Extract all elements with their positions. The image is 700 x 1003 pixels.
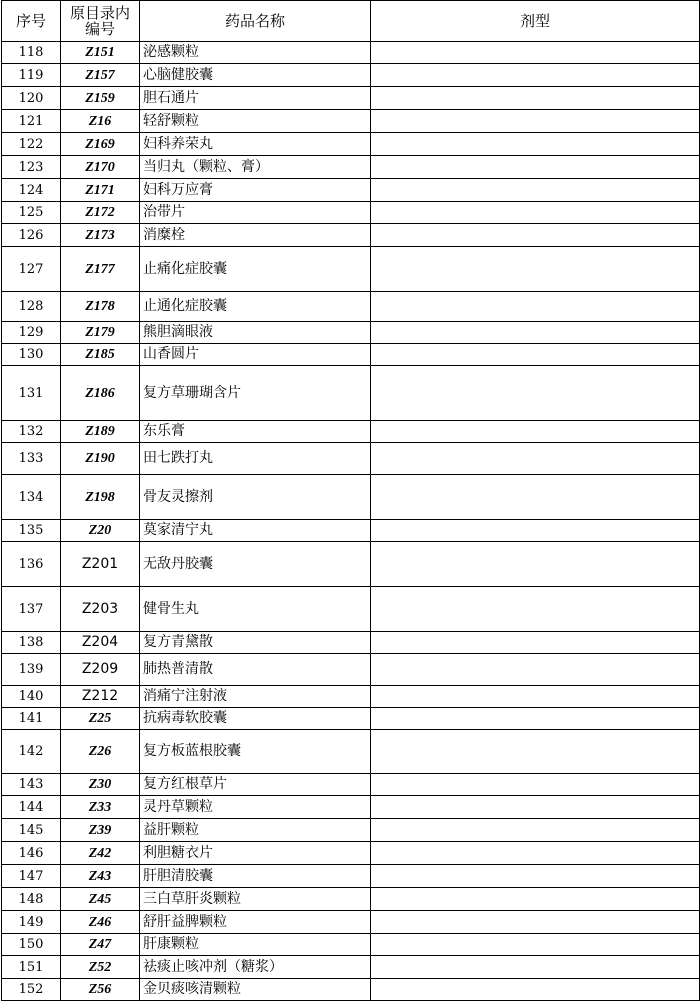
code-cell: Z47 (61, 934, 140, 956)
code-cell: Z170 (61, 156, 140, 179)
table-row (2, 708, 700, 730)
seq-cell: 119 (2, 64, 61, 87)
name-cell: 利胆糖衣片 (140, 842, 371, 865)
table-row (2, 421, 700, 443)
seq-cell: 146 (2, 842, 61, 865)
type-cell (371, 911, 700, 934)
seq-cell: 124 (2, 179, 61, 202)
name-cell: 当归丸（颗粒、膏） (140, 156, 371, 179)
seq-cell: 140 (2, 686, 61, 708)
seq-cell: 118 (2, 42, 61, 64)
type-cell (371, 979, 700, 1001)
seq-cell: 136 (2, 542, 61, 587)
type-cell (371, 956, 700, 979)
code-cell: Z159 (61, 87, 140, 110)
code-cell: Z171 (61, 179, 140, 202)
code-cell: Z46 (61, 911, 140, 934)
code-cell: Z26 (61, 730, 140, 774)
header-code-text: 原目录内编号 (69, 4, 130, 38)
name-cell: 健骨生丸 (140, 587, 371, 632)
name-cell: 熊胆滴眼液 (140, 322, 371, 344)
code-cell: Z203 (61, 587, 140, 632)
table-row (2, 133, 700, 156)
name-cell: 三白草肝炎颗粒 (140, 888, 371, 911)
name-cell: 骨友灵擦剂 (140, 475, 371, 520)
code-cell: Z189 (61, 421, 140, 443)
code-cell: Z151 (61, 42, 140, 64)
name-cell: 心脑健胶囊 (140, 64, 371, 87)
type-cell (371, 292, 700, 322)
name-cell: 肺热普清散 (140, 654, 371, 686)
table-row (2, 366, 700, 421)
code-cell: Z25 (61, 708, 140, 730)
name-cell: 益肝颗粒 (140, 819, 371, 842)
header-row (2, 1, 700, 42)
table-row (2, 247, 700, 292)
table-row (2, 110, 700, 133)
seq-cell: 138 (2, 632, 61, 654)
name-cell: 复方草珊瑚含片 (140, 366, 371, 421)
type-cell (371, 421, 700, 443)
type-cell (371, 475, 700, 520)
code-cell: Z209 (61, 654, 140, 686)
name-cell: 山香圆片 (140, 344, 371, 366)
code-cell: Z20 (61, 520, 140, 542)
code-cell: Z157 (61, 64, 140, 87)
seq-cell: 150 (2, 934, 61, 956)
type-cell (371, 632, 700, 654)
type-cell (371, 888, 700, 911)
seq-cell: 147 (2, 865, 61, 888)
name-cell: 田七跌打丸 (140, 443, 371, 475)
table-row (2, 322, 700, 344)
type-cell (371, 443, 700, 475)
name-cell: 止通化症胶囊 (140, 292, 371, 322)
code-cell: Z179 (61, 322, 140, 344)
name-cell: 莫家清宁丸 (140, 520, 371, 542)
name-cell: 消痛宁注射液 (140, 686, 371, 708)
code-cell: Z201 (61, 542, 140, 587)
name-cell: 祛痰止咳冲剂（糖浆） (140, 956, 371, 979)
type-cell (371, 796, 700, 819)
table-row (2, 202, 700, 224)
table-row (2, 934, 700, 956)
seq-cell: 149 (2, 911, 61, 934)
name-cell: 无敌丹胶囊 (140, 542, 371, 587)
type-cell (371, 156, 700, 179)
table-row (2, 542, 700, 587)
seq-cell: 134 (2, 475, 61, 520)
name-cell: 胆石通片 (140, 87, 371, 110)
type-cell (371, 842, 700, 865)
seq-cell: 127 (2, 247, 61, 292)
type-cell (371, 179, 700, 202)
name-cell: 复方板蓝根胶囊 (140, 730, 371, 774)
name-cell: 消糜栓 (140, 224, 371, 247)
table-row (2, 475, 700, 520)
seq-cell: 137 (2, 587, 61, 632)
seq-cell: 130 (2, 344, 61, 366)
table-row (2, 979, 700, 1001)
table-row (2, 956, 700, 979)
type-cell (371, 774, 700, 796)
type-cell (371, 224, 700, 247)
type-cell (371, 133, 700, 156)
code-cell: Z204 (61, 632, 140, 654)
table-row (2, 64, 700, 87)
name-cell: 妇科万应膏 (140, 179, 371, 202)
table-row (2, 344, 700, 366)
code-cell: Z30 (61, 774, 140, 796)
name-cell: 妇科养荣丸 (140, 133, 371, 156)
table-row (2, 520, 700, 542)
code-cell: Z43 (61, 865, 140, 888)
type-cell (371, 654, 700, 686)
header-type: 剂型 (371, 1, 700, 42)
name-cell: 东乐膏 (140, 421, 371, 443)
name-cell: 泌感颗粒 (140, 42, 371, 64)
table-row (2, 292, 700, 322)
seq-cell: 148 (2, 888, 61, 911)
seq-cell: 122 (2, 133, 61, 156)
type-cell (371, 708, 700, 730)
table-row (2, 730, 700, 774)
table-row (2, 842, 700, 865)
seq-cell: 125 (2, 202, 61, 224)
name-cell: 止痛化症胶囊 (140, 247, 371, 292)
table-row (2, 179, 700, 202)
code-cell: Z39 (61, 819, 140, 842)
type-cell (371, 587, 700, 632)
seq-cell: 133 (2, 443, 61, 475)
seq-cell: 120 (2, 87, 61, 110)
table-row (2, 224, 700, 247)
seq-cell: 152 (2, 979, 61, 1001)
header-code (61, 1, 140, 42)
type-cell (371, 934, 700, 956)
code-cell: Z172 (61, 202, 140, 224)
type-cell (371, 202, 700, 224)
seq-cell: 135 (2, 520, 61, 542)
type-cell (371, 819, 700, 842)
type-cell (371, 865, 700, 888)
type-cell (371, 366, 700, 421)
code-cell: Z42 (61, 842, 140, 865)
name-cell: 抗病毒软胶囊 (140, 708, 371, 730)
code-cell: Z198 (61, 475, 140, 520)
code-cell: Z190 (61, 443, 140, 475)
name-cell: 灵丹草颗粒 (140, 796, 371, 819)
type-cell (371, 686, 700, 708)
type-cell (371, 110, 700, 133)
code-cell: Z185 (61, 344, 140, 366)
type-cell (371, 42, 700, 64)
name-cell: 金贝痰咳清颗粒 (140, 979, 371, 1001)
code-cell: Z45 (61, 888, 140, 911)
seq-cell: 128 (2, 292, 61, 322)
type-cell (371, 520, 700, 542)
type-cell (371, 542, 700, 587)
header-name: 药品名称 (140, 1, 371, 42)
table-row (2, 819, 700, 842)
seq-cell: 123 (2, 156, 61, 179)
table-row (2, 686, 700, 708)
seq-cell: 132 (2, 421, 61, 443)
name-cell: 复方红根草片 (140, 774, 371, 796)
name-cell: 复方青黛散 (140, 632, 371, 654)
seq-cell: 145 (2, 819, 61, 842)
table-row (2, 156, 700, 179)
table-row (2, 654, 700, 686)
seq-cell: 121 (2, 110, 61, 133)
table-row (2, 42, 700, 64)
code-cell: Z33 (61, 796, 140, 819)
table-row (2, 632, 700, 654)
seq-cell: 139 (2, 654, 61, 686)
table-row (2, 865, 700, 888)
seq-cell: 131 (2, 366, 61, 421)
table-row (2, 888, 700, 911)
seq-cell: 126 (2, 224, 61, 247)
seq-cell: 144 (2, 796, 61, 819)
name-cell: 治带片 (140, 202, 371, 224)
code-cell: Z173 (61, 224, 140, 247)
type-cell (371, 247, 700, 292)
code-cell: Z56 (61, 979, 140, 1001)
name-cell: 舒肝益脾颗粒 (140, 911, 371, 934)
type-cell (371, 322, 700, 344)
drug-list-table (1, 0, 700, 1001)
type-cell (371, 344, 700, 366)
seq-cell: 142 (2, 730, 61, 774)
table-row (2, 911, 700, 934)
code-cell: Z178 (61, 292, 140, 322)
seq-cell: 141 (2, 708, 61, 730)
seq-cell: 129 (2, 322, 61, 344)
code-cell: Z212 (61, 686, 140, 708)
code-cell: Z16 (61, 110, 140, 133)
code-cell: Z186 (61, 366, 140, 421)
table-row (2, 796, 700, 819)
table-row (2, 774, 700, 796)
name-cell: 轻舒颗粒 (140, 110, 371, 133)
seq-cell: 151 (2, 956, 61, 979)
code-cell: Z177 (61, 247, 140, 292)
name-cell: 肝康颗粒 (140, 934, 371, 956)
seq-cell: 143 (2, 774, 61, 796)
table-row (2, 443, 700, 475)
header-seq: 序号 (2, 1, 61, 42)
type-cell (371, 730, 700, 774)
code-cell: Z52 (61, 956, 140, 979)
table-row (2, 587, 700, 632)
table-row (2, 87, 700, 110)
type-cell (371, 64, 700, 87)
name-cell: 肝胆清胶囊 (140, 865, 371, 888)
code-cell: Z169 (61, 133, 140, 156)
type-cell (371, 87, 700, 110)
